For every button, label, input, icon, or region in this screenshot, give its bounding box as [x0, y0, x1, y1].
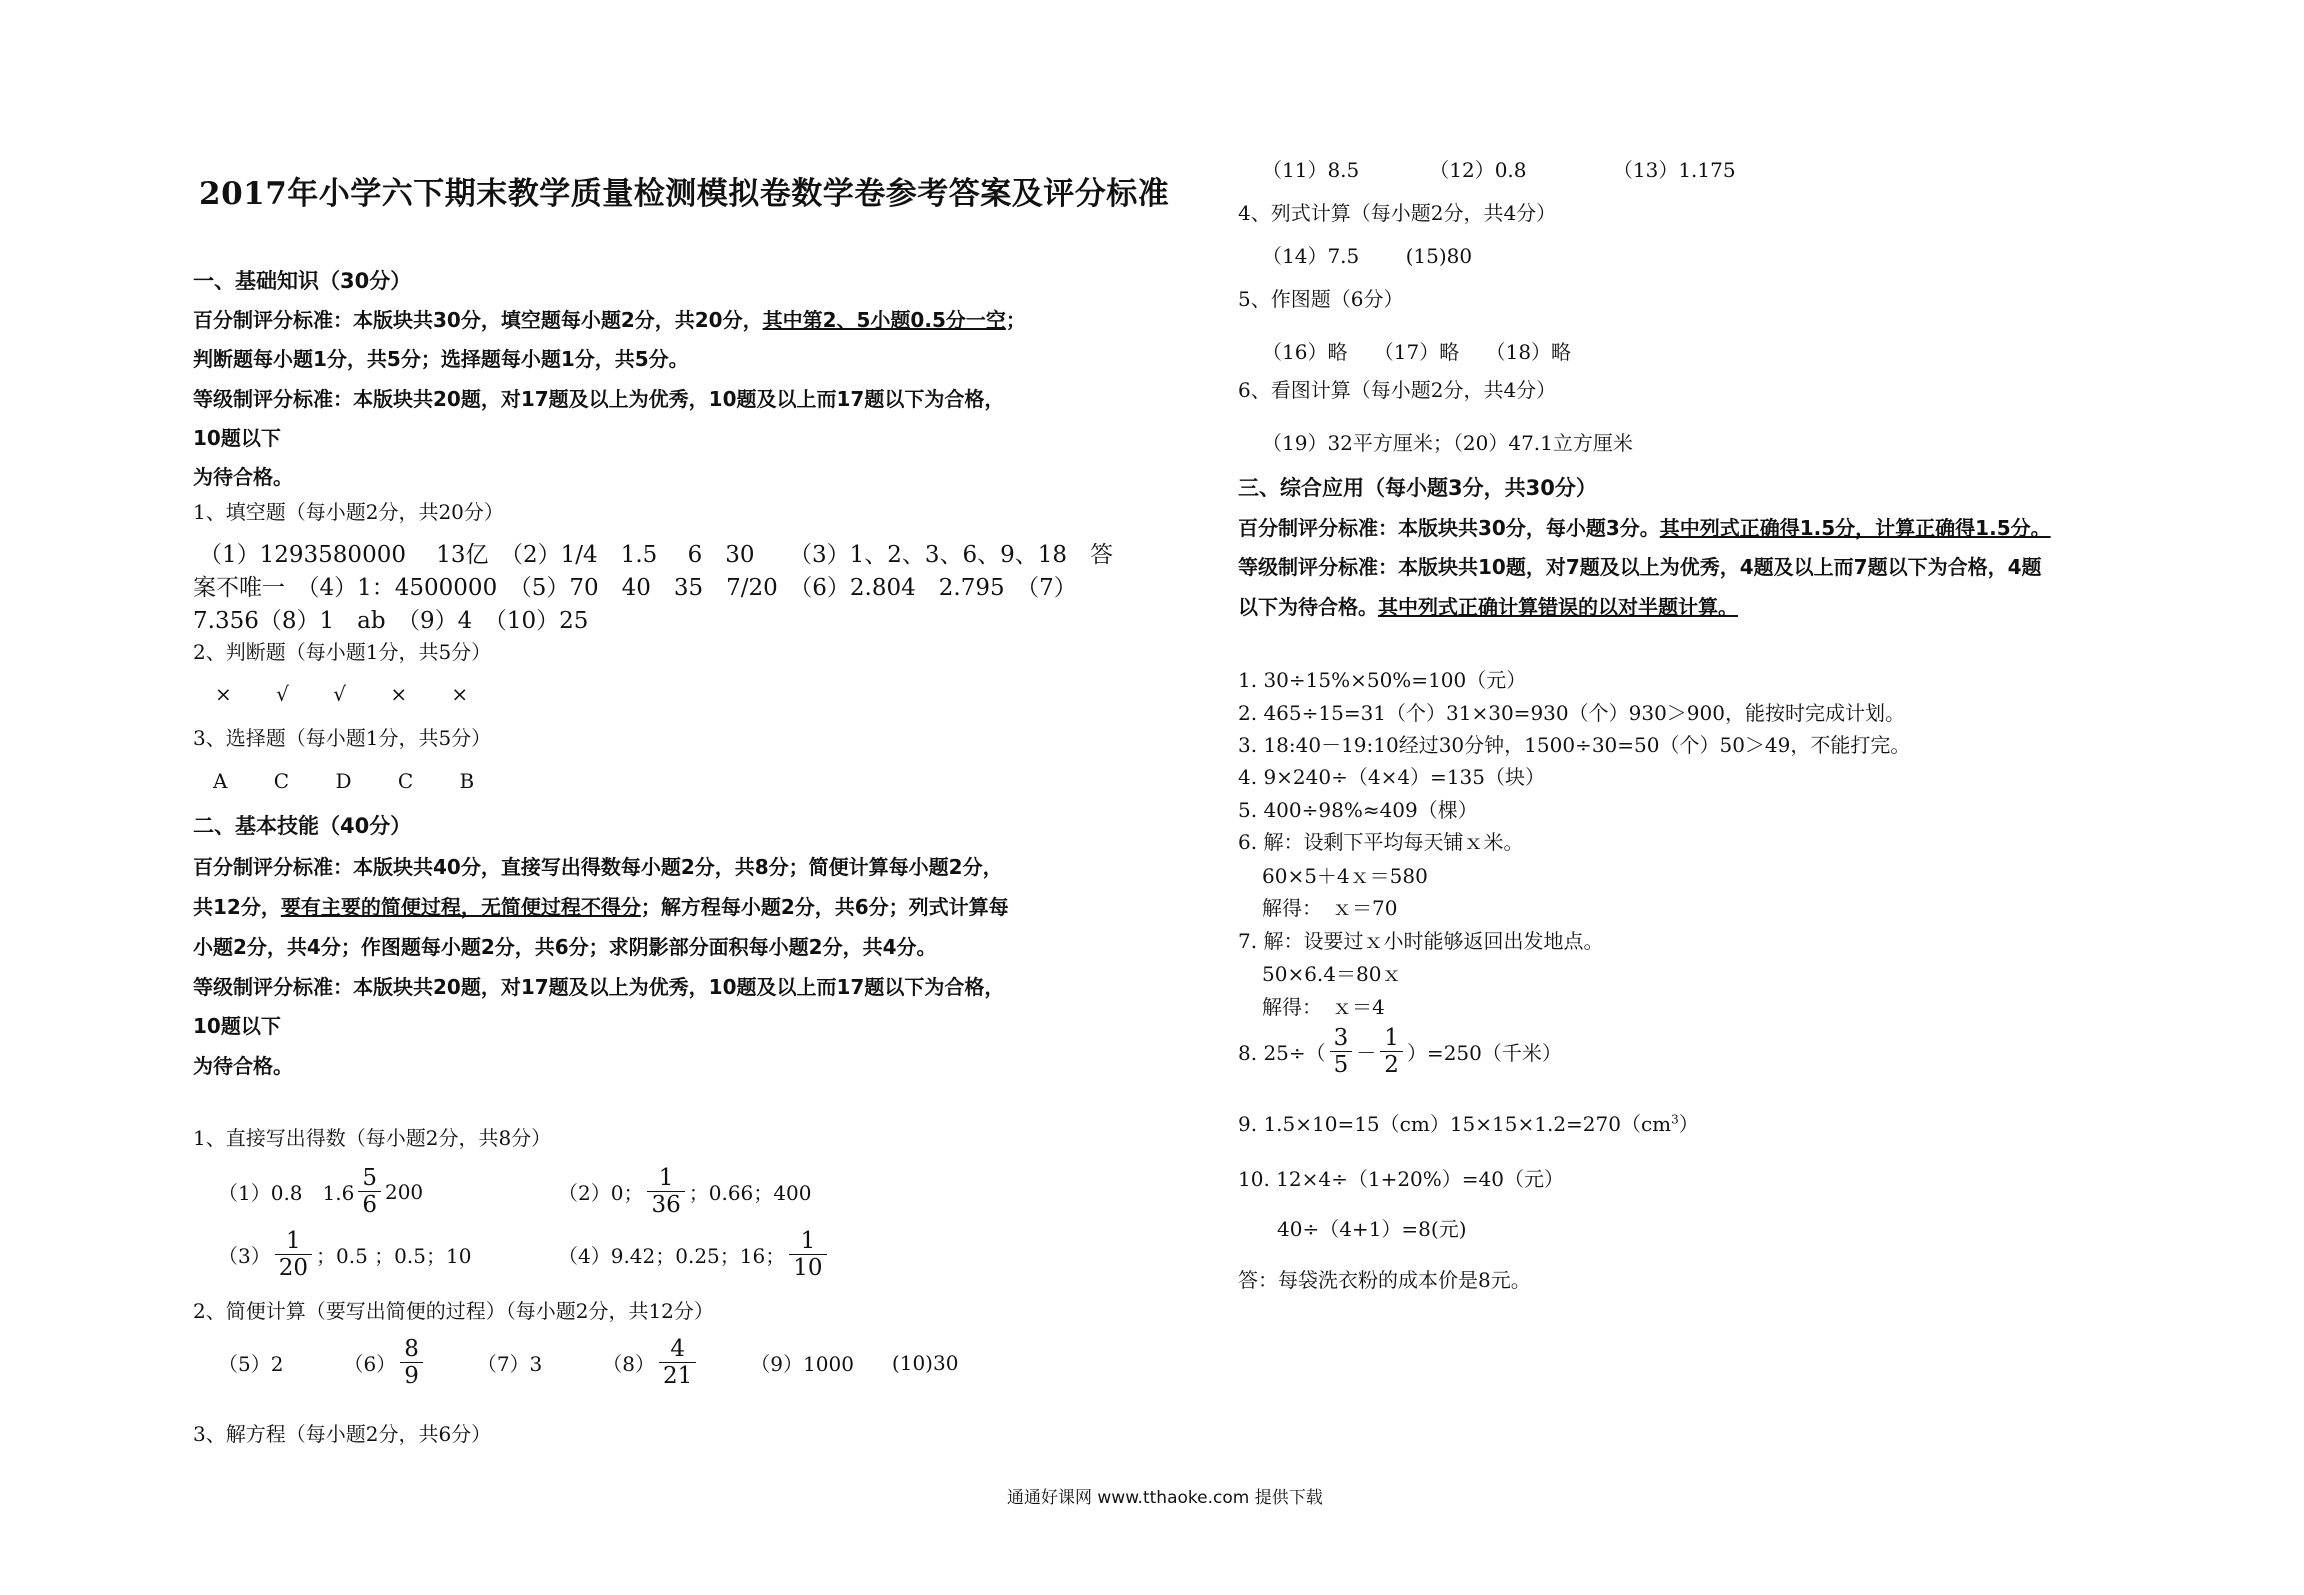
direct-answers-row2b: （4）9.42；0.25；16； $\frac{1}{10}$: [558, 1228, 831, 1282]
section-1-grade-line2: 10题以下: [193, 426, 281, 450]
q2-answers: × √ √ × ×: [215, 682, 469, 706]
section-1-heading: 一、基础知识（30分）: [193, 269, 412, 293]
direct-answers-row1b: （2）0； $\frac{1}{36}$ ；0.66；400: [558, 1165, 812, 1219]
answer-7: 7. 解：设要过ｘ小时能够返回出发地点。: [1238, 929, 1604, 953]
direct-answers-row1a: （1）0.8 1.6 $\frac{5}{6}$ 200: [218, 1165, 424, 1219]
section-3-heading: 三、综合应用（每小题3分，共30分）: [1238, 476, 1597, 500]
fraction-1-10: $\frac{1}{10}$: [789, 1228, 826, 1282]
figure-calc-heading: 6、看图计算（每小题2分，共4分）: [1238, 378, 1557, 402]
answers-11-13: （11）8.5 （12）0.8 （13）1.175: [1262, 158, 1736, 182]
section-2-heading: 二、基本技能（40分）: [193, 814, 412, 838]
section-1-criteria-line1: 百分制评分标准：本版块共30分，填空题每小题2分，共20分，其中第2、5小题0.5分一空；: [193, 308, 1026, 332]
answer-8: 8. 25÷（ $\frac{3}{5}$ － $\frac{1}{2}$ ）=250（千米）: [1238, 1025, 1562, 1079]
section-2-grade-line2: 10题以下: [193, 1014, 281, 1038]
q1-heading: 1、填空题（每小题2分，共20分）: [193, 500, 504, 524]
answer-10: 10. 12×4÷（1+20%）=40（元）: [1238, 1167, 1564, 1191]
q1-answers-line3: 7.356（8）1 ab （9）4 （10）25: [193, 608, 589, 634]
simplify-heading: 2、简便计算（要写出简便的过程）（每小题2分，共12分）: [193, 1299, 714, 1323]
fraction-4-21: $\frac{4}{21}$: [659, 1336, 696, 1390]
section-1-grade-line1: 等级制评分标准：本版块共20题，对17题及以上为优秀，10题及以上而17题以下为合格，: [193, 387, 1005, 411]
section-3-grade-line1: 等级制评分标准：本版块共10题，对7题及以上为优秀，4题及以上而7题以下为合格，4题: [1238, 555, 2042, 579]
answer-9: 9. $1.5\times 10=15(cm)15\times 15\times 1.2=270(cm^3)$: [1238, 1112, 1699, 1136]
section-2-grade-line3: 为待合格。: [193, 1054, 293, 1078]
fraction-8-9: $\frac{8}{9}$: [400, 1336, 423, 1390]
answer-7-equation: 50×6.4＝80ｘ: [1262, 962, 1402, 986]
answer-7-solution: 解得： ｘ＝4: [1262, 995, 1385, 1019]
drawing-answers: （16）略 （17）略 （18）略: [1262, 340, 1572, 364]
section-3-grade-line2: 以下为待合格。其中列式正确计算错误的以对半题计算。: [1238, 595, 1738, 619]
page-title: 2017年小学六下期末教学质量检测模拟卷数学卷参考答案及评分标准: [199, 176, 1170, 212]
drawing-heading: 5、作图题（6分）: [1238, 287, 1404, 311]
section-1-grade-line3: 为待合格。: [193, 465, 293, 489]
answer-6-equation: 60×5＋4ｘ＝580: [1262, 864, 1428, 888]
footer-source: 通通好课网 www.tthaoke.com 提供下载: [1007, 1488, 1323, 1508]
fraction-3-5: $\frac{3}{5}$: [1330, 1025, 1353, 1079]
answer-10-step2: 40÷（4+1）=8(元): [1277, 1217, 1467, 1241]
answer-2: 2. 465÷15=31（个）31×30=930（个）930＞900，能按时完成计划。: [1238, 701, 1905, 725]
q1-answers-line2: 案不唯一 （4）1：4500000 （5）70 40 35 7/20 （6）2.804 2.795 （7）: [193, 575, 1077, 601]
answer-5: 5. 400÷98%≈409（棵）: [1238, 798, 1478, 822]
answer-4: 4. 9×240÷（4×4）=135（块）: [1238, 765, 1545, 789]
listing-calc-heading: 4、列式计算（每小题2分，共4分）: [1238, 201, 1557, 225]
equations-heading: 3、解方程（每小题2分，共6分）: [193, 1422, 492, 1446]
q2-heading: 2、判断题（每小题1分，共5分）: [193, 640, 492, 664]
q3-heading: 3、选择题（每小题1分，共5分）: [193, 726, 492, 750]
answer-3: 3. 18:40－19:10经过30分钟，1500÷30=50（个）50＞49，不能打完。: [1238, 733, 1911, 757]
q1-answers-line1: （1）1293580000 13亿 （2）1/4 1.5 6 30 （3）1、2、3、6、9、18 答: [199, 542, 1114, 568]
listing-calc-answers: （14）7.5 (15)80: [1262, 244, 1473, 268]
section-1-criteria-line2: 判断题每小题1分，共5分；选择题每小题1分，共5分。: [193, 347, 689, 371]
answer-1: 1. 30÷15%×50%=100（元）: [1238, 668, 1527, 692]
answer-6-solution: 解得： ｘ＝70: [1262, 896, 1398, 920]
section-2-criteria-line2: 共12分，要有主要的简便过程，无简便过程不得分；解方程每小题2分，共6分；列式计算每: [193, 895, 1009, 919]
section-3-criteria: 百分制评分标准：本版块共30分，每小题3分。其中列式正确得1.5分，计算正确得1.5分。: [1238, 516, 2051, 540]
fraction-5-6: $\frac{5}{6}$: [358, 1165, 381, 1219]
section-2-criteria-line3: 小题2分，共4分；作图题每小题2分，共6分；求阴影部分面积每小题2分，共4分。: [193, 935, 937, 959]
answer-10-conclusion: 答：每袋洗衣粉的成本价是8元。: [1238, 1268, 1531, 1292]
q3-answers: A C D C B: [213, 769, 475, 793]
section-2-criteria-line1: 百分制评分标准：本版块共40分，直接写出得数每小题2分，共8分；简便计算每小题2分，: [193, 855, 1003, 879]
figure-calc-answers: （19）32平方厘米；（20）47.1立方厘米: [1262, 431, 1633, 455]
fraction-1-36: $\frac{1}{36}$: [647, 1165, 684, 1219]
fraction-1-2: $\frac{1}{2}$: [1380, 1025, 1403, 1079]
direct-answers-row2a: （3） $\frac{1}{20}$ ；0.5 ；0.5；10: [218, 1228, 472, 1282]
answer-6: 6. 解：设剩下平均每天铺ｘ米。: [1238, 830, 1524, 854]
fraction-1-20: $\frac{1}{20}$: [275, 1228, 312, 1282]
simplify-answers: （5）2 （6） $\frac{8}{9}$ （7）3 （8） $\frac{4}{21}$ （9）1000 (10)30: [218, 1336, 959, 1390]
section-2-grade-line1: 等级制评分标准：本版块共20题，对17题及以上为优秀，10题及以上而17题以下为合格，: [193, 975, 1005, 999]
direct-answers-heading: 1、直接写出得数（每小题2分，共8分）: [193, 1126, 552, 1150]
